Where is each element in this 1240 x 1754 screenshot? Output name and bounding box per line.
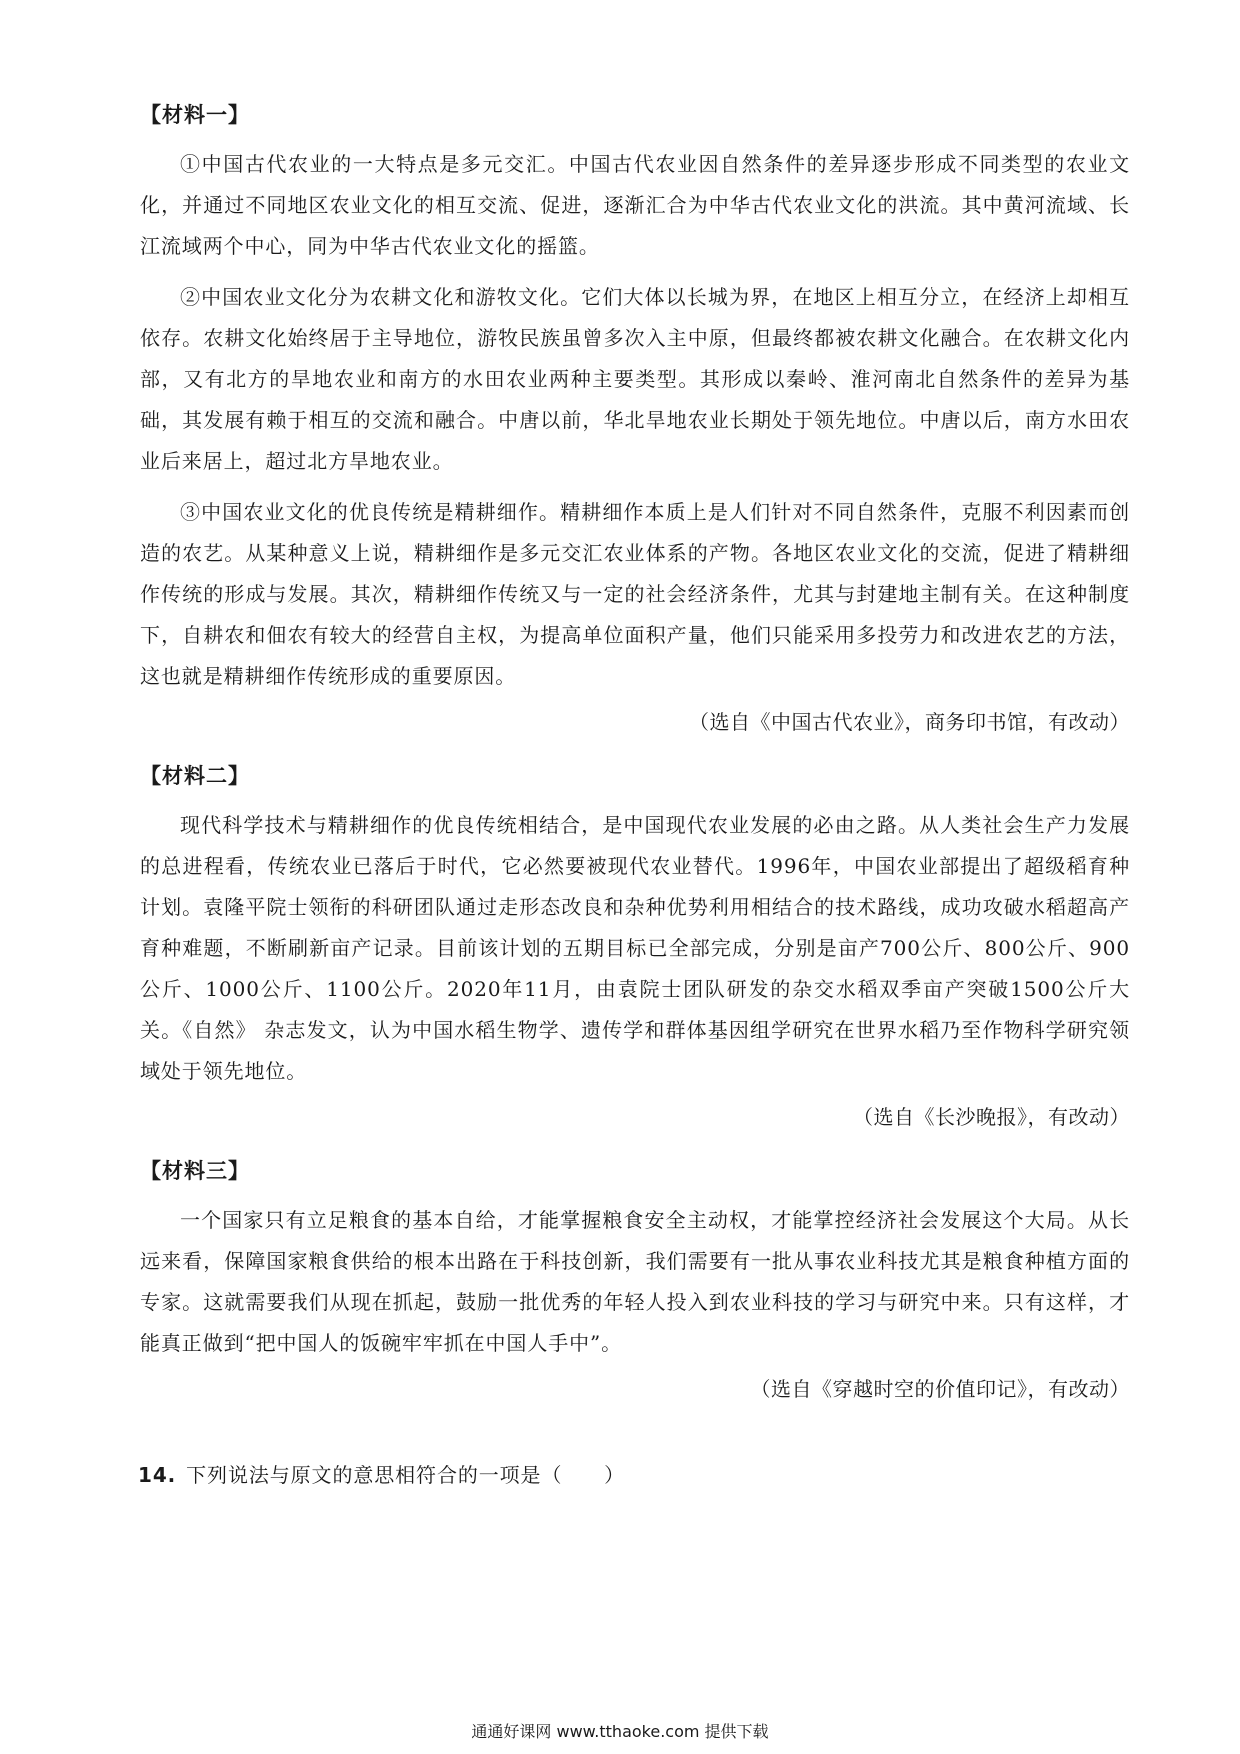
material-two — [140, 761, 1130, 1132]
material-one-heading: 【材料一】 — [140, 103, 250, 127]
document-body — [140, 100, 1130, 1428]
material-one-paragraph-1: ①中国古代农业的一大特点是多元交汇。中国古代农业因自然条件的差异逐步形成不同类型的农业文化，并通过不同地区农业文化的相互交流、促进，逐渐汇合为中华古代农业文化的洪流。其中黄河流域、长江流域两个中心，同为中华古代农业文化的摇篮。 — [140, 152, 1130, 258]
material-one — [140, 100, 1130, 737]
material-one-source: （选自《中国古代农业》，商务印书馆，有改动） — [689, 710, 1130, 734]
question-number: 14. — [138, 1463, 177, 1487]
material-two-heading: 【材料二】 — [140, 764, 250, 788]
material-three — [140, 1156, 1130, 1404]
material-two-source: （选自《长沙晚报》，有改动） — [853, 1105, 1130, 1129]
material-two-paragraph-1: 现代科学技术与精耕细作的优良传统相结合，是中国现代农业发展的必由之路。从人类社会生产力发展的总进程看，传统农业已落后于时代，它必然要被现代农业替代。1996年，中国农业部提出了超级稻育种计划。袁隆平院士领衔的科研团队通过走形态改良和杂种优势利用相结合的技术路线，成功攻破水稻超高产育种难题，不断刷新亩产记录。目前该计划的五期目标已全部完成，分别是亩产700公斤、800公斤、900公斤、1000公斤、1100公斤。2020年11月，由袁院士团队研发的杂交水稻双季亩产突破1500公斤大关。《自然》 杂志发文，认为中国水稻生物学、遗传学和群体基因组学研究在世界水稻乃至作物科学研究领域处于领先地位。 — [140, 813, 1130, 1083]
material-three-source: （选自《穿越时空的价值印记》，有改动） — [750, 1377, 1130, 1401]
question-14 — [138, 1460, 625, 1490]
material-one-paragraph-2: ②中国农业文化分为农耕文化和游牧文化。它们大体以长城为界，在地区上相互分立，在经济上却相互依存。农耕文化始终居于主导地位，游牧民族虽曾多次入主中原，但最终都被农耕文化融合。在农耕文化内部，又有北方的旱地农业和南方的水田农业两种主要类型。其形成以秦岭、淮河南北自然条件的差异为基础，其发展有赖于相互的交流和融合。中唐以前，华北旱地农业长期处于领先地位。中唐以后，南方水田农业后来居上，超过北方旱地农业。 — [140, 285, 1130, 473]
page-footer: 通通好课网 www.tthaoke.com 提供下载 — [471, 1722, 769, 1741]
material-three-paragraph-1: 一个国家只有立足粮食的基本自给，才能掌握粮食安全主动权，才能掌控经济社会发展这个大局。从长远来看，保障国家粮食供给的根本出路在于科技创新，我们需要有一批从事农业科技尤其是粮食种植方面的专家。这就需要我们从现在抓起，鼓励一批优秀的年轻人投入到农业科技的学习与研究中来。只有这样，才能真正做到“把中国人的饭碗牢牢抓在中国人手中”。 — [140, 1208, 1130, 1355]
question-text: 下列说法与原文的意思相符合的一项是（ ） — [186, 1463, 626, 1487]
material-one-paragraph-3: ③中国农业文化的优良传统是精耕细作。精耕细作本质上是人们针对不同自然条件，克服不利因素而创造的农艺。从某种意义上说，精耕细作是多元交汇农业体系的产物。各地区农业文化的交流，促进了精耕细作传统的形成与发展。其次，精耕细作传统又与一定的社会经济条件，尤其与封建地主制有关。在这种制度下，自耕农和佃农有较大的经营自主权，为提高单位面积产量，他们只能采用多投劳力和改进农艺的方法，这也就是精耕细作传统形成的重要原因。 — [140, 500, 1130, 688]
material-three-heading: 【材料三】 — [140, 1159, 250, 1183]
